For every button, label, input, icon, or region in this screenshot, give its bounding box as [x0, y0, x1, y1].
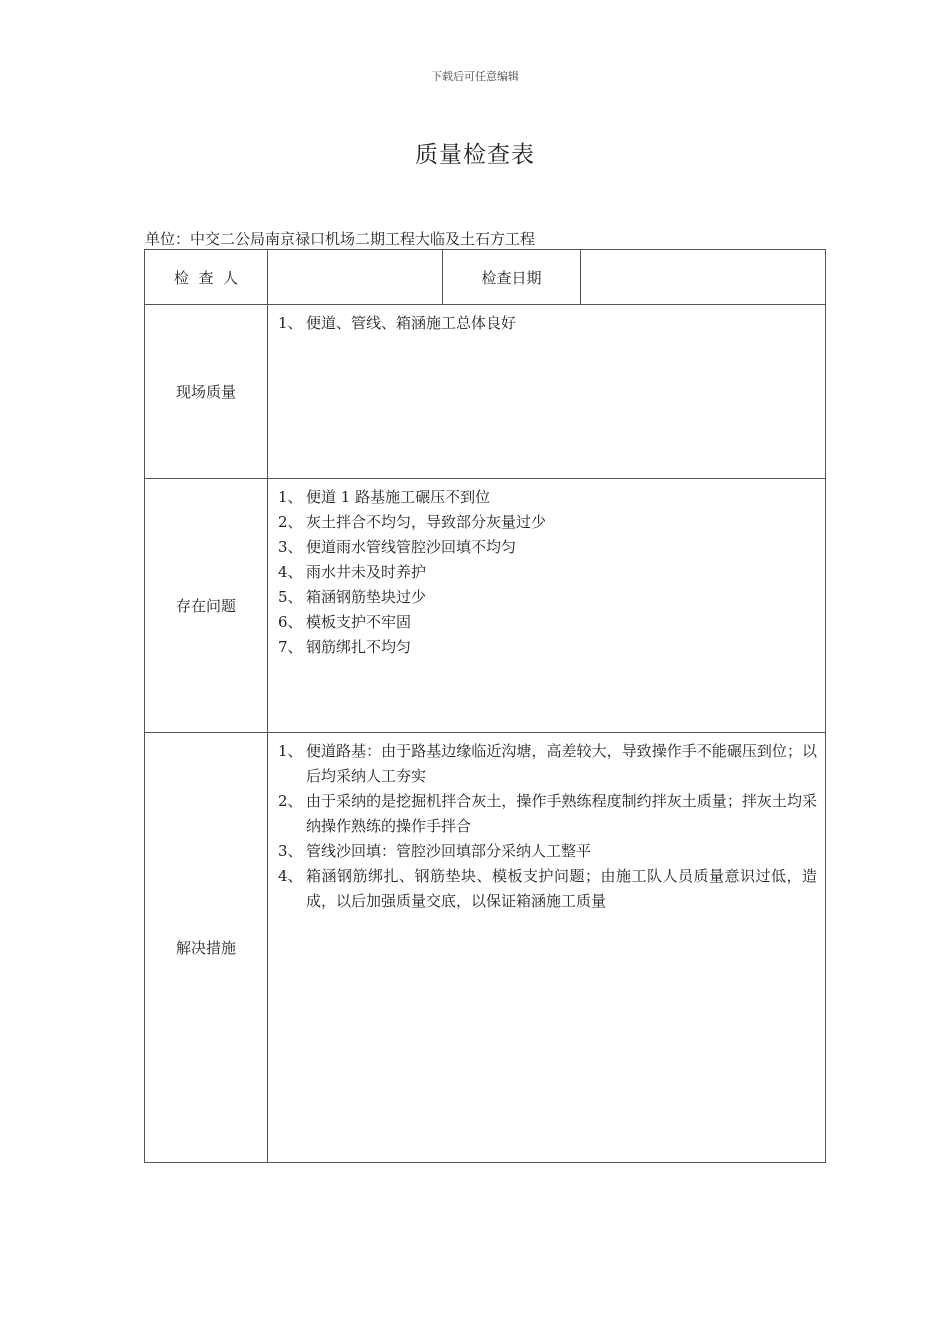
item-number: 5、 [278, 588, 303, 606]
list-item [278, 535, 817, 560]
item-number: 4、 [278, 563, 303, 581]
list-item [278, 485, 817, 510]
item-number: 6、 [278, 613, 303, 631]
item-text: 灰土拌合不均匀，导致部分灰量过少 [306, 513, 547, 531]
item-list [278, 739, 817, 914]
list-item [278, 510, 817, 535]
item-text: 箱涵钢筋垫块过少 [306, 588, 427, 606]
list-item [278, 311, 817, 336]
item-number: 4、 [278, 867, 303, 885]
header-note: 下载后可任意编辑 [431, 70, 519, 83]
item-number: 1、 [278, 488, 303, 506]
item-number: 3、 [278, 842, 303, 860]
list-item [278, 585, 817, 610]
item-number: 2、 [278, 513, 303, 531]
inspection-table [144, 249, 826, 1163]
inspector-value [268, 250, 443, 305]
list-item [278, 789, 817, 839]
date-value [581, 250, 826, 305]
item-number: 1、 [278, 314, 303, 332]
section-content-solutions [268, 733, 826, 1163]
item-list [278, 485, 817, 660]
section-content-site-quality [268, 305, 826, 479]
list-item [278, 864, 817, 914]
item-text: 钢筋绑扎不均匀 [306, 638, 412, 656]
item-number: 1、 [278, 742, 303, 760]
list-item [278, 739, 817, 789]
section-label-site-quality: 现场质量 [145, 305, 268, 479]
item-number: 7、 [278, 638, 303, 656]
list-item [278, 635, 817, 660]
inspector-label: 检 查 人 [145, 250, 268, 305]
list-item [278, 560, 817, 585]
section-label-problems: 存在问题 [145, 479, 268, 733]
item-number: 2、 [278, 792, 303, 810]
item-text: 便道 1 路基施工碾压不到位 [306, 488, 491, 506]
list-item [278, 839, 817, 864]
item-list [278, 311, 817, 336]
item-text: 箱涵钢筋绑扎、钢筋垫块、模板支护问题；由施工队人员质量意识过低，造成，以后加强质量交底，以保证箱涵施工质量 [306, 867, 817, 910]
item-text: 便道路基：由于路基边缘临近沟塘，高差较大，导致操作手不能碾压到位；以后均采纳人工夯实 [306, 742, 817, 785]
item-text: 由于采纳的是挖掘机拌合灰土，操作手熟练程度制约拌灰土质量；拌灰土均采纳操作熟练的操作手拌合 [306, 792, 817, 835]
item-text: 雨水井未及时养护 [306, 563, 427, 581]
list-item [278, 610, 817, 635]
unit-line: 单位：中交二公局南京禄口机场二期工程大临及土石方工程 [145, 230, 536, 248]
date-label: 检查日期 [443, 250, 581, 305]
item-text: 便道、管线、箱涵施工总体良好 [306, 314, 517, 332]
item-text: 便道雨水管线管腔沙回填不均匀 [306, 538, 517, 556]
item-text: 模板支护不牢固 [306, 613, 412, 631]
item-number: 3、 [278, 538, 303, 556]
item-text: 管线沙回填：管腔沙回填部分采纳人工整平 [306, 842, 592, 860]
section-content-problems [268, 479, 826, 733]
section-label-solutions: 解决措施 [145, 733, 268, 1163]
page-title: 质量检查表 [415, 142, 535, 168]
